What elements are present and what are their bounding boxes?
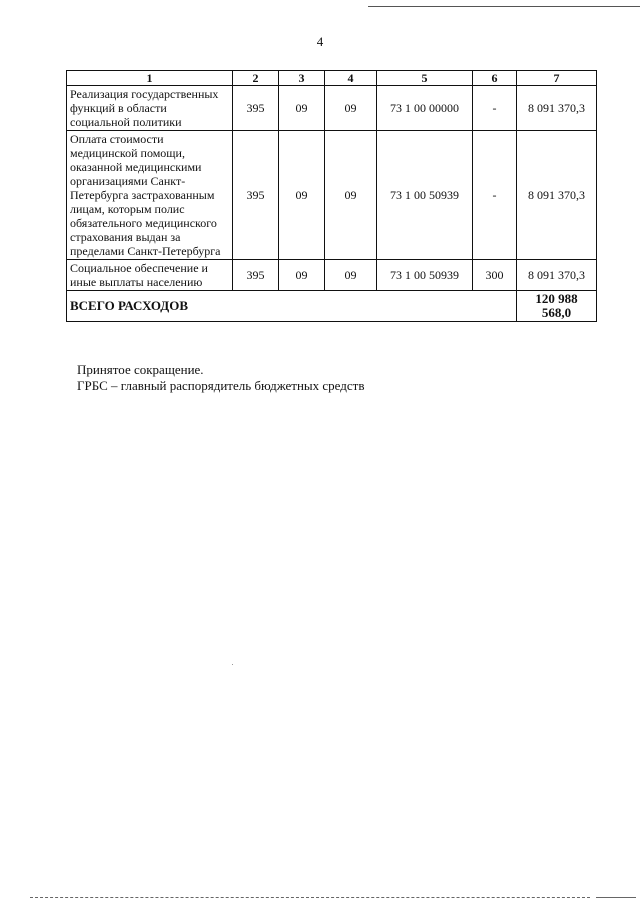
row-name: Реализация государственных функций в области социальной политики	[67, 86, 233, 131]
cell-subsection: 09	[325, 131, 377, 260]
cell-target-item: 73 1 00 00000	[377, 86, 473, 131]
scan-speck	[232, 664, 233, 665]
budget-table	[66, 70, 597, 322]
cell-target-item: 73 1 00 50939	[377, 131, 473, 260]
column-header: 7	[517, 71, 597, 86]
cell-expense-type: -	[473, 86, 517, 131]
page-number: 4	[316, 34, 324, 49]
cell-section: 09	[279, 86, 325, 131]
total-row	[67, 291, 597, 322]
cell-expense-type: 300	[473, 260, 517, 291]
total-value: 120 988 568,0	[517, 291, 597, 322]
scan-edge-line-bottom-right	[596, 897, 636, 898]
scan-edge-line	[368, 6, 640, 7]
column-header: 3	[279, 71, 325, 86]
table-row	[67, 86, 597, 131]
cell-section: 09	[279, 260, 325, 291]
cell-grbs: 395	[233, 86, 279, 131]
cell-amount: 8 091 370,3	[517, 86, 597, 131]
column-header: 1	[67, 71, 233, 86]
table-row	[67, 131, 597, 260]
scan-edge-line-bottom	[30, 897, 590, 899]
column-header: 5	[377, 71, 473, 86]
row-name: Оплата стоимости медицинской помощи, оказанной медицинскими организациями Санкт-Петербурга застрахованным лицам, которым полис обязательного медицинского страхования выдан за пределами Санкт-Петербурга	[67, 131, 233, 260]
column-header: 6	[473, 71, 517, 86]
cell-subsection: 09	[325, 86, 377, 131]
cell-expense-type: -	[473, 131, 517, 260]
table-row	[67, 260, 597, 291]
total-label: ВСЕГО РАСХОДОВ	[67, 291, 517, 322]
cell-amount: 8 091 370,3	[517, 131, 597, 260]
cell-subsection: 09	[325, 260, 377, 291]
cell-target-item: 73 1 00 50939	[377, 260, 473, 291]
cell-grbs: 395	[233, 260, 279, 291]
cell-section: 09	[279, 131, 325, 260]
footnote-heading: Принятое сокращение.	[77, 362, 204, 377]
row-name: Социальное обеспечение и иные выплаты населению	[67, 260, 233, 291]
column-header: 4	[325, 71, 377, 86]
footnotes	[77, 362, 364, 394]
table-header-row	[67, 71, 597, 86]
column-header: 2	[233, 71, 279, 86]
cell-grbs: 395	[233, 131, 279, 260]
footnote-abbreviation: ГРБС – главный распорядитель бюджетных средств	[77, 378, 365, 393]
cell-amount: 8 091 370,3	[517, 260, 597, 291]
